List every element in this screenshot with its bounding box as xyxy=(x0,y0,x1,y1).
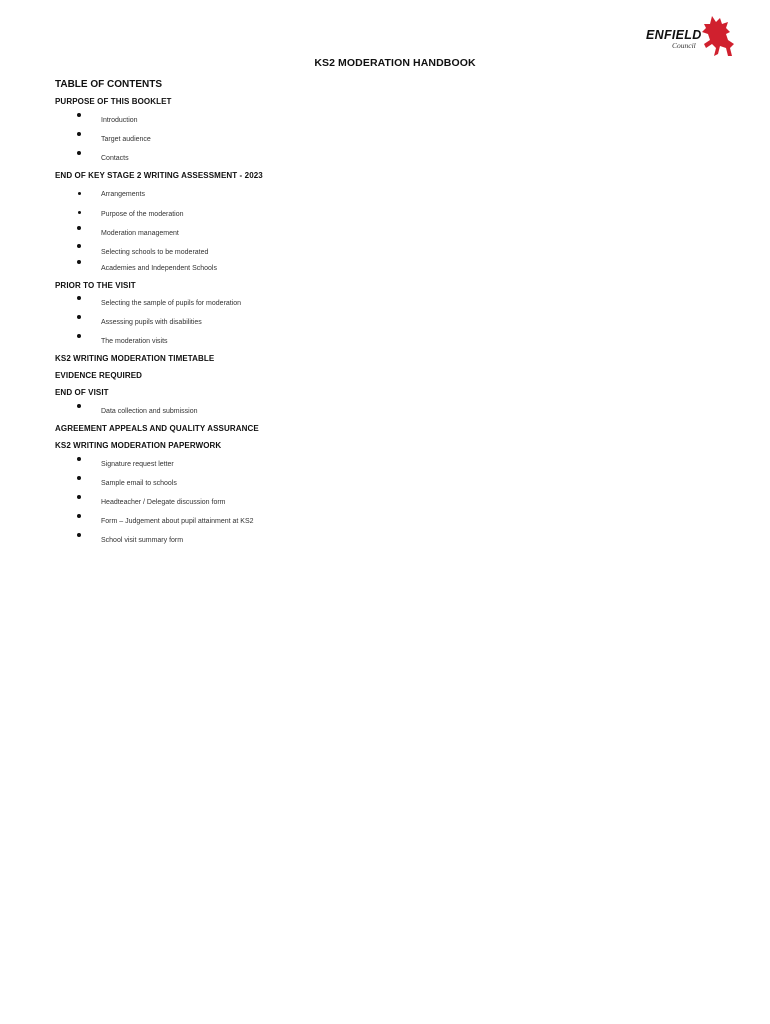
toc-item[interactable]: Purpose of the moderation xyxy=(101,211,184,218)
bullet-icon xyxy=(77,113,81,117)
bullet-icon xyxy=(77,226,81,230)
bullet-icon xyxy=(77,296,81,300)
bullet-icon xyxy=(78,192,81,195)
dragon-icon xyxy=(700,14,736,58)
toc-item[interactable]: Data collection and submission xyxy=(101,408,198,415)
bullet-icon xyxy=(77,533,81,537)
document-title: KS2 MODERATION HANDBOOK xyxy=(314,57,476,69)
bullet-icon xyxy=(77,457,81,461)
toc-section-purpose[interactable]: PURPOSE OF THIS BOOKLET xyxy=(55,97,172,106)
toc-section-end-of-visit[interactable]: END OF VISIT xyxy=(55,388,109,397)
toc-section-prior-to-visit[interactable]: PRIOR TO THE VISIT xyxy=(55,281,136,290)
toc-section-timetable[interactable]: KS2 WRITING MODERATION TIMETABLE xyxy=(55,354,215,363)
toc-item[interactable]: Contacts xyxy=(101,155,129,162)
toc-item[interactable]: Academies and Independent Schools xyxy=(101,265,217,272)
toc-item[interactable]: Assessing pupils with disabilities xyxy=(101,319,202,326)
toc-section-agreement-appeals[interactable]: AGREEMENT APPEALS AND QUALITY ASSURANCE xyxy=(55,424,259,433)
toc-heading: TABLE OF CONTENTS xyxy=(55,79,163,90)
bullet-icon xyxy=(77,334,81,338)
toc-item[interactable]: Selecting schools to be moderated xyxy=(101,249,209,256)
bullet-icon xyxy=(77,260,81,264)
bullet-icon xyxy=(77,315,81,319)
toc-item[interactable]: Form – Judgement about pupil attainment at KS2 xyxy=(101,518,254,525)
bullet-icon xyxy=(78,211,81,214)
toc-item[interactable]: Selecting the sample of pupils for moderation xyxy=(101,300,242,307)
bullet-icon xyxy=(77,244,81,248)
bullet-icon xyxy=(77,495,81,499)
toc-section-end-of-ks2[interactable]: END OF KEY STAGE 2 WRITING ASSESSMENT - 2023 xyxy=(55,171,263,180)
bullet-icon xyxy=(77,132,81,136)
logo-subtitle: Council xyxy=(672,41,696,50)
logo-wordmark: ENFIELD xyxy=(646,28,702,42)
enfield-council-logo xyxy=(640,14,736,58)
bullet-icon xyxy=(77,514,81,518)
toc-section-evidence[interactable]: EVIDENCE REQUIRED xyxy=(55,371,143,380)
bullet-icon xyxy=(77,476,81,480)
bullet-icon xyxy=(77,151,81,155)
toc-section-paperwork[interactable]: KS2 WRITING MODERATION PAPERWORK xyxy=(55,441,222,450)
toc-item[interactable]: Sample email to schools xyxy=(101,480,177,487)
toc-item[interactable]: Arrangements xyxy=(101,191,145,198)
toc-item[interactable]: Introduction xyxy=(101,117,138,124)
toc-item[interactable]: The moderation visits xyxy=(101,338,168,345)
toc-item[interactable]: Moderation management xyxy=(101,230,179,237)
toc-item[interactable]: School visit summary form xyxy=(101,537,184,544)
toc-item[interactable]: Headteacher / Delegate discussion form xyxy=(101,499,226,506)
toc-item[interactable]: Signature request letter xyxy=(101,461,174,468)
toc-item[interactable]: Target audience xyxy=(101,136,151,143)
bullet-icon xyxy=(77,404,81,408)
